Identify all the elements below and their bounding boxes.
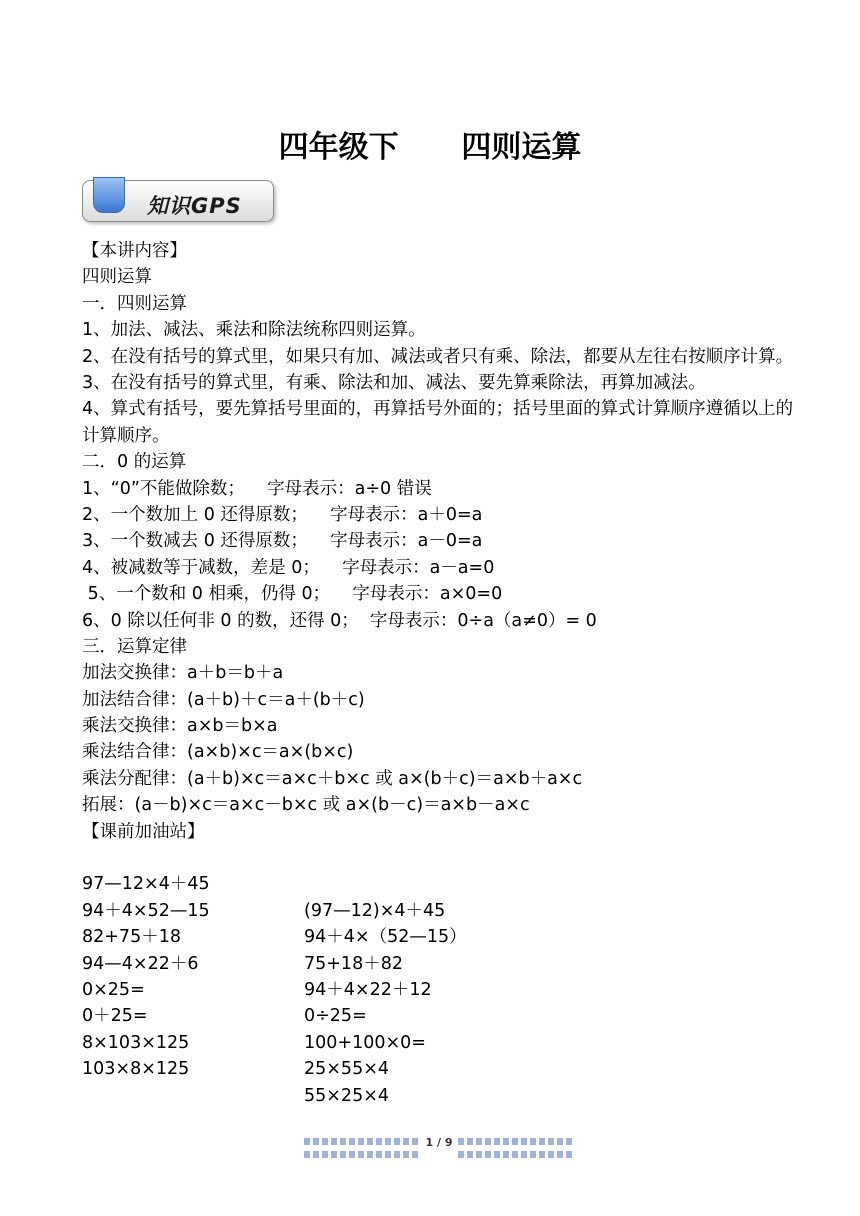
document-body: [82, 238, 802, 1106]
exercise-left: 94＋4×52—15: [82, 900, 210, 921]
warmup-title: 【课前加油站】: [82, 821, 205, 842]
law-line: 拓展：(a－b)×c＝a×c－b×c 或 a×(b－c)＝a×b－a×c: [82, 795, 530, 816]
knowledge-gps-badge: [82, 180, 274, 222]
exercise-right: 94＋4×（52—15）: [304, 927, 467, 948]
badge-label: 知识GPS: [147, 194, 242, 218]
exercise-right: 0÷25=: [304, 1006, 367, 1027]
law-line: 乘法分配律：(a＋b)×c＝a×c＋b×c 或 a×(b＋c)＝a×b＋a×c: [82, 768, 583, 789]
exercise-left: 94—4×22＋6: [82, 953, 199, 974]
law-line: 乘法结合律：(a×b)×c＝a×(b×c): [82, 742, 354, 763]
zero-rule-line: 6、0 除以任何非 0 的数，还得 0； 字母表示：0÷a（a≠0）= 0: [82, 610, 597, 631]
section-heading: 【本讲内容】: [82, 241, 187, 261]
bookmark-tab-icon: [93, 177, 125, 213]
footer-decoration-right: [458, 1138, 574, 1158]
zero-rule-line: 5、一个数和 0 相乘，仍得 0； 字母表示：a×0=0: [82, 584, 503, 605]
exercise-right: 25×55×4: [304, 1059, 389, 1080]
exercise-right: 55×25×4: [304, 1085, 389, 1106]
section-2-title: 二．0 的运算: [82, 452, 187, 473]
rule-line: 1、加法、减法、乘法和除法统称四则运算。: [82, 320, 426, 341]
rule-line: 3、在没有括号的算式里，有乘、除法和加、减法、要先算乘除法，再算加减法。: [82, 372, 706, 393]
topic-line: 四则运算: [82, 267, 152, 288]
zero-rule-line: 1、“0”不能做除数； 字母表示：a÷0 错误: [82, 478, 432, 499]
law-line: 加法交换律：a＋b＝b＋a: [82, 663, 284, 684]
exercise-right: 75+18＋82: [304, 953, 403, 974]
section-1-title: 一．四则运算: [82, 293, 187, 314]
exercise-left: 82+75＋18: [82, 927, 181, 948]
zero-rule-line: 2、一个数加上 0 还得原数； 字母表示：a＋0=a: [82, 504, 483, 525]
rule-line: 2、在没有括号的算式里，如果只有加、减法或者只有乘、除法，都要从左往右按顺序计算。: [82, 346, 794, 367]
exercise-left: 103×8×125: [82, 1059, 190, 1080]
law-line: 乘法交换律：a×b＝b×a: [82, 716, 278, 737]
exercise-right: 94＋4×22＋12: [304, 980, 432, 1001]
zero-rule-line: 3、一个数减去 0 还得原数； 字母表示：a－0=a: [82, 531, 483, 552]
footer-decoration-left: [304, 1138, 420, 1158]
zero-rule-line: 4、被减数等于减数，差是 0； 字母表示：a－a=0: [82, 557, 495, 578]
exercise-left: 97—12×4＋45: [82, 874, 210, 895]
page-number: 1 / 9: [425, 1136, 453, 1149]
exercise-left: 8×103×125: [82, 1032, 190, 1053]
exercise-right: 100+100×0=: [304, 1032, 426, 1053]
exercise-right: (97—12)×4＋45: [304, 900, 446, 921]
law-line: 加法结合律：(a＋b)＋c＝a＋(b＋c): [82, 689, 365, 710]
exercise-left: 0＋25=: [82, 1006, 148, 1027]
exercise-left: 0×25=: [82, 980, 145, 1001]
rule-line: 4、算式有括号，要先算括号里面的，再算括号外面的；括号里面的算式计算顺序遵循以上的计算顺序。: [82, 399, 794, 446]
section-3-title: 三．运算定律: [82, 636, 187, 657]
page-title: 四年级下 四则运算: [278, 130, 582, 165]
page-footer: [304, 1136, 574, 1160]
